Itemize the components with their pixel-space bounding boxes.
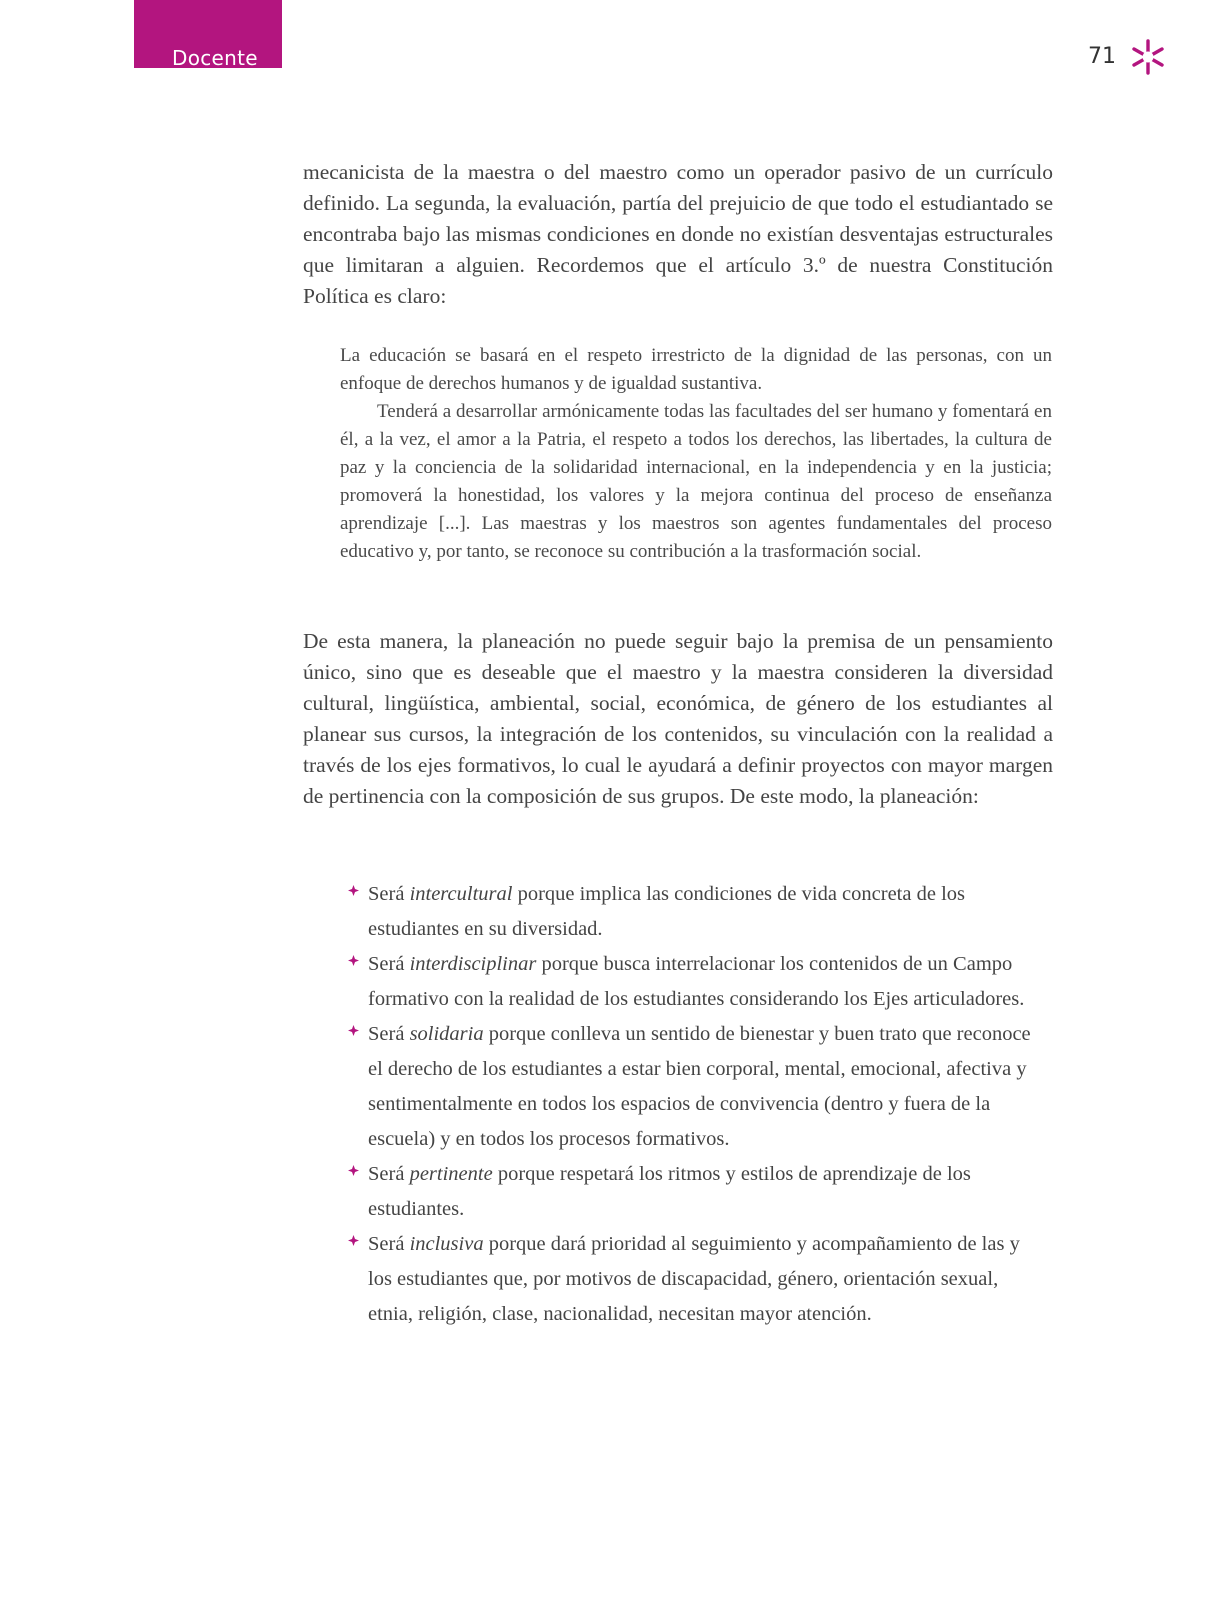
- list-item: [348, 947, 1048, 1017]
- item-lead: Será: [368, 1233, 405, 1255]
- item-lead: Será: [368, 883, 405, 905]
- constitution-quote: [340, 342, 1052, 566]
- item-term: inclusiva: [409, 1233, 484, 1255]
- item-lead: Será: [368, 1163, 405, 1185]
- diamond-bullet-icon: [348, 955, 359, 966]
- item-lead: Será: [368, 953, 405, 975]
- diamond-bullet-icon: [348, 1235, 359, 1246]
- section-label: Docente: [172, 46, 258, 70]
- item-text: porque conlleva un sentido de bienestar y buen trato que reconoce el derecho de los estudiantes a estar bien corporal, mental, emocional, afectiva y sentimentalmente en todos los espacios de convivencia (dentro y fuera de la escuela) y en todos los procesos formativos.: [368, 1023, 1031, 1150]
- item-text: porque busca interrelacionar los contenidos de un Campo formativo con la realidad de los estudiantes considerando los Ejes articuladores.: [368, 953, 1025, 1010]
- quote-paragraph: La educación se basará en el respeto irrestricto de la dignidad de las personas, con un enfoque de derechos humanos y de igualdad sustantiva.: [340, 345, 1052, 394]
- item-text: porque dará prioridad al seguimiento y acompañamiento de las y los estudiantes que, por motivos de discapacidad, género, orientación sexual, etnia, religión, clase, nacionalidad, necesitan mayor atención.: [368, 1233, 1020, 1325]
- item-lead: Será: [368, 1023, 405, 1045]
- diamond-bullet-icon: [348, 885, 359, 896]
- list-item: [348, 1017, 1048, 1157]
- item-term: intercultural: [409, 883, 513, 905]
- item-term: interdisciplinar: [409, 953, 537, 975]
- diamond-bullet-icon: [348, 1025, 359, 1036]
- planeacion-paragraph: De esta manera, la planeación no puede seguir bajo la premisa de un pensamiento único, sino que es deseable que el maestro y la maestra consideren la diversidad cultural, lingüística, ambiental, social, económica, de género de los estudiantes al planear sus cursos, la integración de los contenidos, su vinculación con la realidad a través de los ejes formativos, lo cual le ayudará a definir proyectos con mayor margen de pertinencia con la composición de sus grupos. De este modo, la planeación:: [303, 629, 1053, 808]
- asterisk-icon: [1129, 38, 1167, 76]
- page-number: 71: [1088, 44, 1116, 69]
- diamond-bullet-icon: [348, 1165, 359, 1176]
- list-item: [348, 1157, 1048, 1227]
- item-term: pertinente: [409, 1163, 493, 1185]
- intro-paragraph: mecanicista de la maestra o del maestro como un operador pasivo de un currículo definido. La segunda, la evaluación, partía del prejuicio de que todo el estudiantado se encontraba bajo las mismas condiciones en donde no existían desventajas estructurales que limitaran a alguien. Recordemos que el artículo 3.º de nuestra Constitución Política es claro:: [303, 160, 1053, 308]
- item-text: porque respetará los ritmos y estilos de aprendizaje de los estudiantes.: [368, 1163, 971, 1220]
- item-term: solidaria: [409, 1023, 484, 1045]
- list-item: [348, 1227, 1048, 1332]
- list-item: [348, 877, 1048, 947]
- section-tab: [134, 0, 282, 68]
- planeacion-list: [348, 877, 1048, 1332]
- quote-paragraph: Tenderá a desarrollar armónicamente todas las facultades del ser humano y fomentará en él, a la vez, el amor a la Patria, el respeto a todos los derechos, las libertades, la cultura de paz y la conciencia de la solidaridad internacional, en la independencia y en la justicia; promoverá la honestidad, los valores y la mejora continua del proceso de enseñanza aprendizaje [...]. Las maestras y los maestros son agentes fundamentales del proceso educativo y, por tanto, se reconoce su contribución a la trasformación social.: [340, 401, 1052, 562]
- item-text: porque implica las condiciones de vida concreta de los estudiantes en su diversidad.: [368, 883, 965, 940]
